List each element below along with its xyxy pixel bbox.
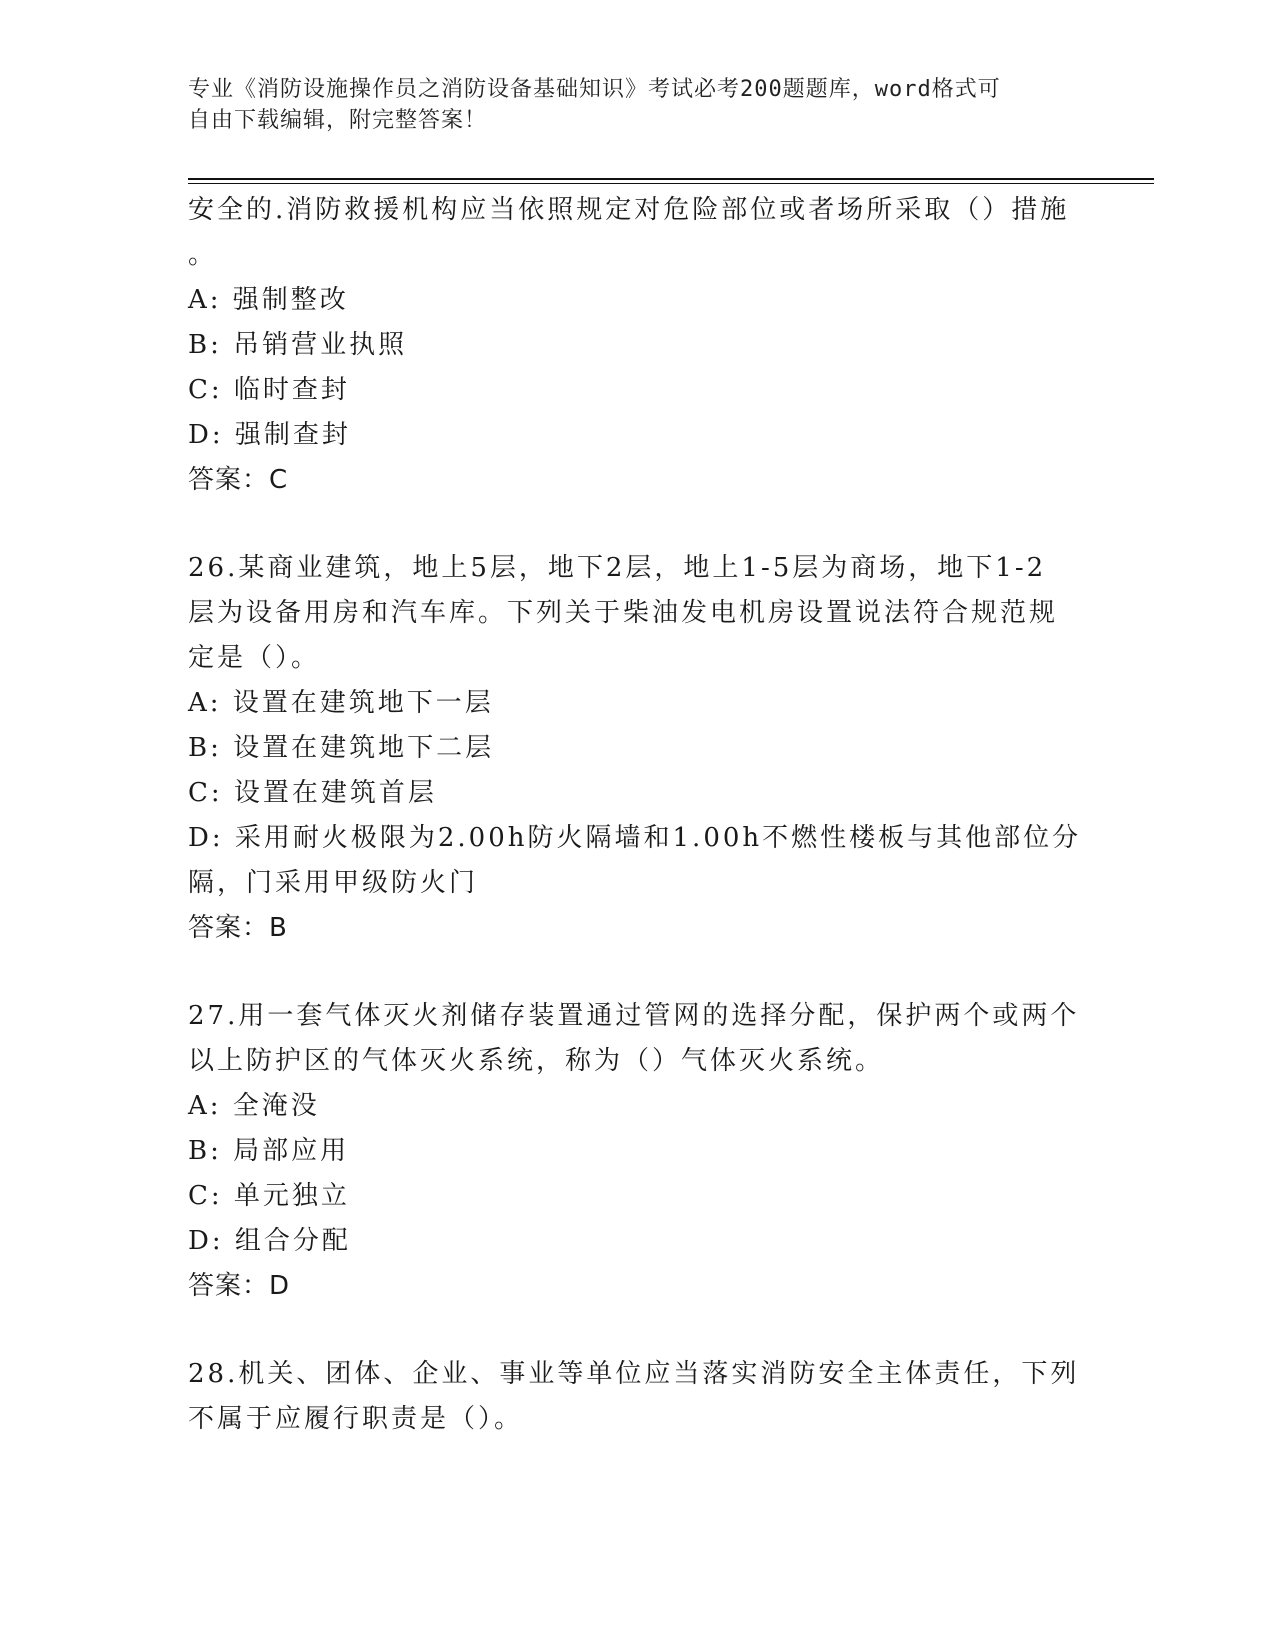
option-a: A: 全淹没 xyxy=(188,1091,320,1121)
question-stem: 定是（）。 xyxy=(188,643,321,673)
header-line-2: 自由下载编辑，附完整答案！ xyxy=(188,108,488,133)
option-b: B: 吊销营业执照 xyxy=(188,330,408,360)
question-stem: 28.机关、团体、企业、事业等单位应当落实消防安全主体责任，下列 xyxy=(188,1359,1080,1389)
question-27 xyxy=(188,994,1088,1309)
spacer xyxy=(188,951,1088,994)
spacer xyxy=(188,503,1088,546)
question-list xyxy=(188,188,1088,1442)
question-26 xyxy=(188,546,1088,951)
question-stem: 不属于应履行职责是（）。 xyxy=(188,1404,524,1434)
header-divider xyxy=(188,178,1154,184)
question-stem: 26.某商业建筑，地上5层，地下2层，地上1-5层为商场，地下1-2 xyxy=(188,553,1047,583)
question-stem: 层为设备用房和汽车库。下列关于柴油发电机房设置说法符合规范规 xyxy=(188,598,1059,628)
question-25 xyxy=(188,188,1088,503)
question-stem: 27.用一套气体灭火剂储存装置通过管网的选择分配，保护两个或两个 xyxy=(188,1001,1080,1031)
answer: 答案：D xyxy=(188,1271,291,1301)
option-d: D: 强制查封 xyxy=(188,420,351,450)
option-b: B: 设置在建筑地下二层 xyxy=(188,733,495,763)
option-d: D: 采用耐火极限为2.00h防火隔墙和1.00h不燃性楼板与其他部位分 xyxy=(188,823,1082,853)
header-line-1: 专业《消防设施操作员之消防设备基础知识》考试必考200题题库，word格式可 xyxy=(188,77,1001,102)
question-stem: 。 xyxy=(188,240,218,270)
spacer xyxy=(188,1309,1088,1352)
question-28 xyxy=(188,1352,1088,1442)
answer: 答案：B xyxy=(188,913,288,943)
option-c: C: 设置在建筑首层 xyxy=(188,778,437,808)
question-stem: 安全的.消防救援机构应当依照规定对危险部位或者场所采取（）措施 xyxy=(188,195,1070,225)
option-d-continued: 隔，门采用甲级防火门 xyxy=(188,868,479,898)
question-stem: 以上防护区的气体灭火系统，称为（）气体灭火系统。 xyxy=(188,1046,885,1076)
option-d: D: 组合分配 xyxy=(188,1226,351,1256)
option-c: C: 临时查封 xyxy=(188,375,350,405)
option-a: A: 强制整改 xyxy=(188,285,349,315)
option-b: B: 局部应用 xyxy=(188,1136,350,1166)
option-c: C: 单元独立 xyxy=(188,1181,350,1211)
option-a: A: 设置在建筑地下一层 xyxy=(188,688,494,718)
answer: 答案：C xyxy=(188,465,289,495)
document-header xyxy=(188,74,1068,136)
